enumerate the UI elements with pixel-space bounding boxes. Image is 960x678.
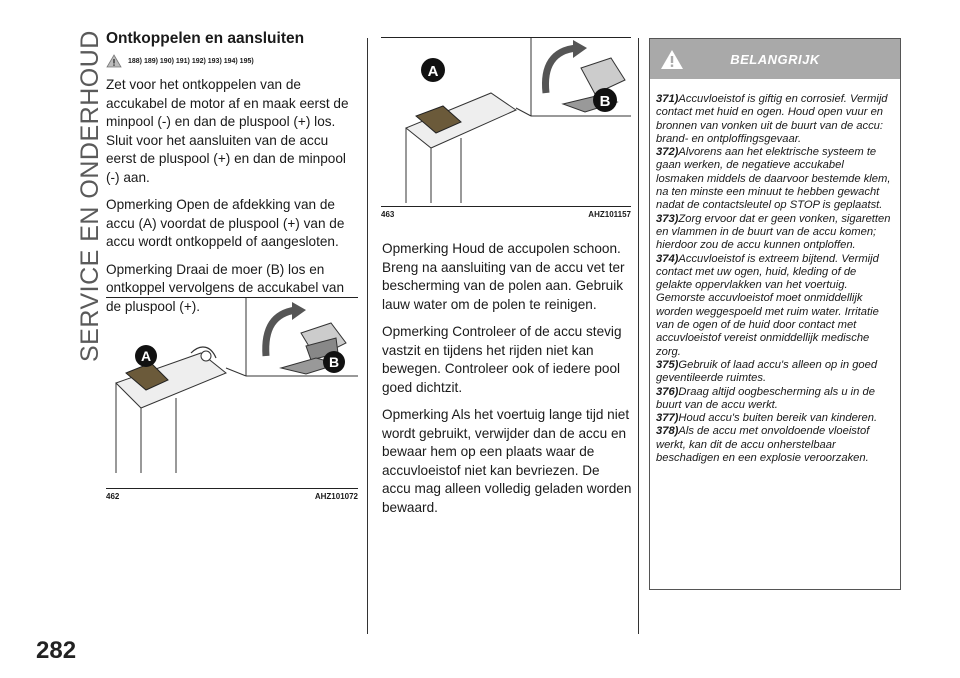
notice-item: 373)Zorg ervoor dat er geen vonken, sigaretten en vlammen in de buurt van de accu komen; hierdoor zou de accu kunnen ontploffen.: [656, 212, 891, 252]
battery-illustration: [106, 298, 358, 488]
column-middle: [382, 240, 632, 517]
battery-illustration: [381, 38, 631, 206]
paragraph: Zet voor het ontkoppelen van de accukabel de motor af en maak eerst de minpool (-) en dan de pluspool (+) los. Sluit voor het aansluiten van de accu eerst de pluspool (+) en dan de minpool (-) aan.: [106, 77, 349, 185]
paragraph: Opmerking Houd de accupolen schoon. Breng na aansluiting van de accu vet ter bescherming van de polen aan. Gebruik lauw water om de polen te reinigen.: [382, 241, 625, 312]
svg-text:B: B: [599, 93, 611, 110]
important-notice: [649, 38, 901, 590]
warning-icon: [106, 54, 122, 68]
figure-code: AHZ101072: [314, 492, 358, 501]
figure-number: 463: [381, 210, 395, 219]
warning-refs: [106, 54, 360, 68]
notice-item: 374)Accuvloeistof is extreem bijtend. Vermijd contact met uw ogen, huid, kleding of de gelakte oppervlakken van het voertuig. Gemorste accuvloeistof moet onmiddellijk worden weggespoeld met ruim water. Irritatie van de ogen of de huid door contact met accuvloeistof vereist onmiddellijk medische zorg.: [656, 252, 879, 358]
figure-462: [106, 297, 358, 501]
column-divider: [367, 38, 368, 634]
notice-header: [650, 39, 900, 79]
section-heading: Ontkoppelen en aansluiten: [106, 30, 305, 47]
paragraph: Opmerking Open de afdekking van de accu (A) voordat de pluspool (+) van de accu wordt ontkoppeld of aangesloten.: [106, 197, 345, 249]
notice-item: 372)Alvorens aan het elektrische systeem te gaan werken, de negatieve accukabel losmaken middels de daarvoor bestemde klem, na ten minste een minuut te hebben gewacht nadat de contactsleutel op STOP is geplaatst.: [656, 146, 891, 212]
paragraph: Opmerking Draai de moer (B) los en ontkoppel vervolgens de accukabel van de pluspool (+).: [106, 261, 345, 314]
notice-item: 371)Accuvloeistof is giftig en corrosief. Vermijd contact met huid en ogen. Houd open vuur en bronnen van vonken uit de buurt van de accu: brand- en ontploffingsgevaar.: [656, 93, 888, 145]
refs-text: 188) 189) 190) 191) 192) 193) 194) 195): [128, 57, 254, 65]
paragraph: Opmerking Controleer of de accu stevig vastzit en tijdens het rijden niet kan bewegen. Controleer ook of iedere pool goed dichtzit.: [382, 324, 622, 395]
svg-text:B: B: [328, 354, 340, 370]
svg-text:A: A: [427, 63, 439, 80]
page-number: 282: [36, 637, 77, 664]
column-left: [106, 30, 360, 316]
notice-item: 376)Draag altijd oogbescherming als u in de buurt van de accu werkt.: [656, 385, 875, 411]
notice-item: 377)Houd accu's buiten bereik van kinderen.: [656, 412, 878, 425]
figure-number: 462: [106, 492, 120, 501]
notice-item: 375)Gebruik of laad accu's alleen op in goed geventileerde ruimtes.: [656, 358, 878, 385]
figure-code: AHZ101157: [588, 210, 631, 219]
notice-item: 378)Als de accu met onvoldoende vloeistof werkt, kan dit de accu onherstelbaar beschadigen en een explosie veroorzaken.: [656, 425, 870, 465]
paragraph: Opmerking Als het voertuig lange tijd niet wordt gebruikt, verwijder dan de accu en bewaar hem op een plaats waar de accuvloeistof niet kan bevriezen. De accu mag alleen volledig geladen worden bewaard.: [382, 407, 632, 515]
section-title: SERVICE EN ONDERHOUD: [76, 30, 104, 362]
notice-list: [650, 79, 900, 465]
warning-icon: [660, 49, 684, 70]
notice-title: BELANGRIJK: [730, 51, 820, 67]
figure-463: [381, 37, 631, 219]
svg-text:A: A: [140, 348, 152, 364]
column-divider: [638, 38, 639, 634]
